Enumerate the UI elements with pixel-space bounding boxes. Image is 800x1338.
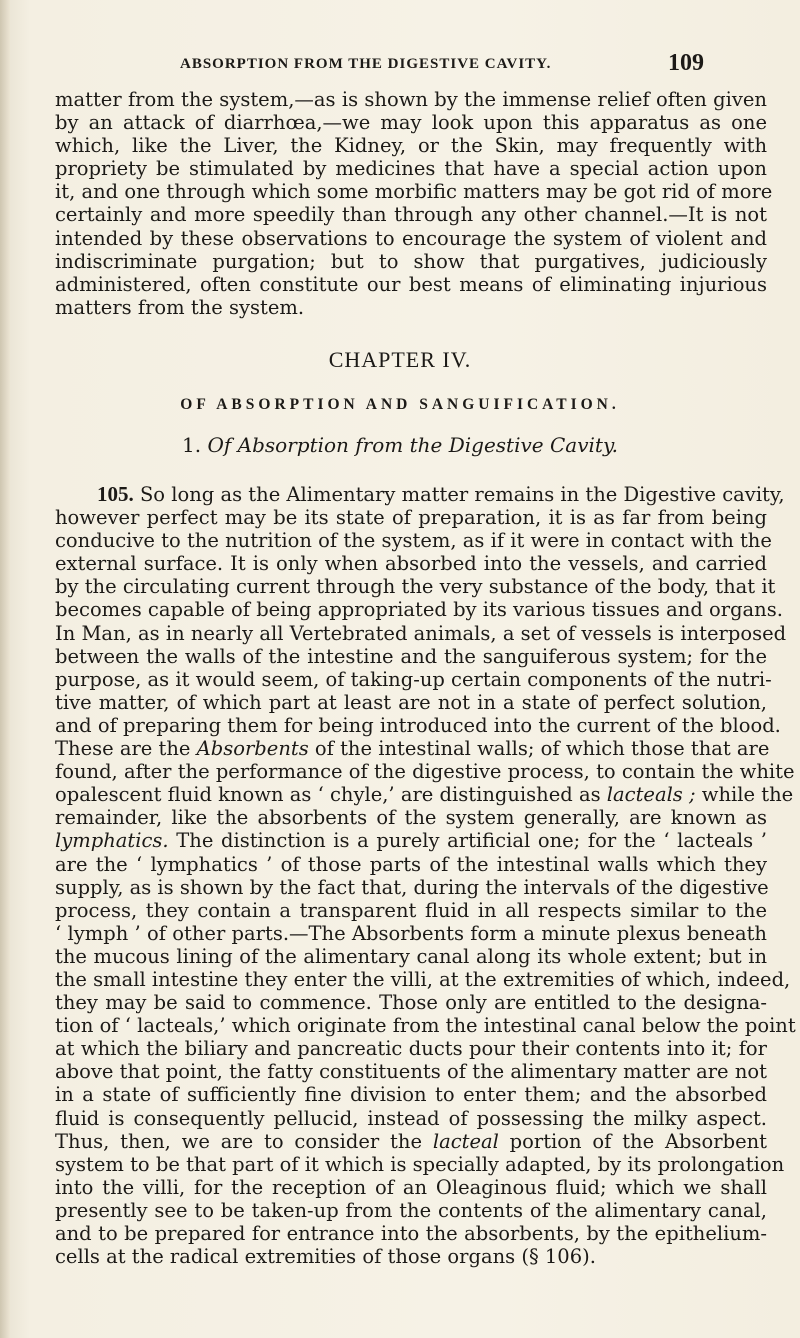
found-line: found, after the performance of the digestive process, to contain the white (55, 760, 795, 784)
absorbents-line (55, 737, 770, 761)
lacteal-post: portion of the Absorbent (498, 1129, 768, 1153)
lacteals-line (55, 783, 794, 807)
text-line: the small intestine they enter the villi, at the extremities of which, indeed, (55, 967, 791, 991)
text-line: into the villi, for the reception of an Oleaginous fluid; which we shall (55, 1175, 767, 1199)
paragraph-lines-b (55, 852, 796, 1130)
text-line: it, and one through which some morbific matters may be got rid of more (55, 180, 773, 204)
lymphatics-term: lymphatics. (55, 829, 169, 853)
chapter-heading: CHAPTER IV. (328, 347, 472, 372)
text-line: presently see to be taken-up from the contents of the alimentary canal, (55, 1198, 767, 1222)
lymphatics-line (55, 829, 767, 852)
text-line: by the circulating current through the very substance of the body, that it (55, 575, 776, 599)
lacteals-term: lacteals ; (606, 783, 696, 807)
text-line: are the ‘ lymphatics ’ of those parts of the intestinal walls which they (55, 852, 767, 876)
page-number: 109 (668, 50, 704, 76)
text-line: matters from the system. (55, 295, 305, 319)
text-line: and to be prepared for entrance into the absorbents, by the epithelium- (55, 1222, 767, 1245)
page-binding-edge (0, 0, 10, 1338)
text-line: between the walls of the intestine and the sanguiferous system; for the (55, 644, 767, 668)
section-number: 1. (182, 433, 202, 457)
text-line: and of preparing them for being introduced into the current of the blood. (55, 713, 781, 737)
text-line: system to be that part of it which is specially adapted, by its prolongation (55, 1152, 785, 1176)
text-line: by an attack of diarrhœa,—we may look upon this apparatus as one (55, 111, 767, 135)
text-line: becomes capable of being appropriated by its various tissues and organs. (55, 598, 783, 622)
text-line: external surface. It is only when absorbed into the vessels, and carried (55, 552, 767, 576)
first-line-text: So long as the Alimentary matter remains in the Digestive cavity, (139, 483, 785, 506)
text-line: they may be said to commence. Those only are entitled to the designa- (55, 991, 767, 1015)
paragraph-first-line (55, 482, 785, 506)
absorbents-pre: These are the (55, 737, 197, 761)
text-line: fluid is consequently pellucid, instead of possessing the milky aspect. (55, 1106, 767, 1130)
paragraph-lines-a (55, 506, 787, 737)
lacteals-post: while the (695, 783, 794, 807)
text-line: tion of ‘ lacteals,’ which originate from the intestinal canal below the point (55, 1014, 796, 1038)
main-paragraph (55, 482, 796, 1269)
lacteals-pre: opalescent fluid known as ‘ chyle,’ are distinguished as (55, 783, 607, 807)
lacteal-line (55, 1130, 767, 1153)
text-line: administered, often constitute our best means of eliminating injurious (55, 272, 767, 296)
section-title: Of Absorption from the Digestive Cavity. (207, 433, 618, 457)
text-line: In Man, as in nearly all Vertebrated animals, a set of vessels is interposed (55, 621, 787, 645)
text-line: certainly and more speedily than through any other channel.—It is not (55, 203, 767, 227)
paragraph-number: 105. (97, 482, 134, 506)
text-line: at which the biliary and pancreatic ducts pour their contents into it; for (55, 1037, 767, 1061)
absorbents-term: Absorbents (196, 737, 309, 761)
absorbents-post: of the intestinal walls; of which those that are (308, 737, 770, 761)
text-line: intended by these observations to encourage the system of violent and (55, 226, 767, 250)
lacteal-term: lacteal (432, 1129, 499, 1153)
paragraph-last-line: cells at the radical extremities of those organs (§ 106). (55, 1245, 596, 1269)
text-line: indiscriminate purgation; but to show that purgatives, judiciously (55, 249, 767, 273)
text-line: conducive to the nutrition of the system, as if it were in contact with the (55, 529, 772, 553)
lymphatics-post: The distinction is a purely artificial one; for the ‘ lacteals ’ (168, 829, 767, 853)
intro-paragraph (55, 88, 773, 319)
running-header: ABSORPTION FROM THE DIGESTIVE CAVITY. (180, 56, 552, 72)
text-line: above that point, the fatty constituents of the alimentary matter are not (55, 1060, 767, 1084)
lacteal-pre: Thus, then, we are to consider the (55, 1129, 433, 1153)
section-heading (0, 433, 800, 457)
text-line: supply, as is shown by the fact that, during the intervals of the digestive (55, 875, 769, 899)
text-line: propriety be stimulated by medicines that have a special action upon (55, 157, 767, 181)
text-line: which, like the Liver, the Kidney, or the Skin, may frequently with (55, 134, 767, 158)
text-line: in a state of sufficiently fine division to enter them; and the absorbed (55, 1083, 767, 1107)
text-line: matter from the system,—as is shown by the immense relief often given (55, 88, 767, 111)
text-line: purpose, as it would seem, of taking-up certain components of the nutri- (55, 667, 772, 691)
text-line: process, they contain a transparent fluid in all respects similar to the (55, 898, 767, 922)
text-line: the mucous lining of the alimentary canal along its whole extent; but in (55, 944, 767, 968)
text-line: however perfect may be its state of preparation, it is as far from being (55, 506, 767, 530)
chapter-subtitle: OF ABSORPTION AND SANGUIFICATION. (180, 396, 620, 413)
remainder-line: remainder, like the absorbents of the system generally, are known as (55, 806, 767, 830)
text-line: ‘ lymph ’ of other parts.—The Absorbents form a minute plexus beneath (55, 921, 767, 945)
paragraph-lines-c (55, 1152, 785, 1245)
text-line: tive matter, of which part at least are not in a state of perfect solution, (55, 690, 767, 714)
